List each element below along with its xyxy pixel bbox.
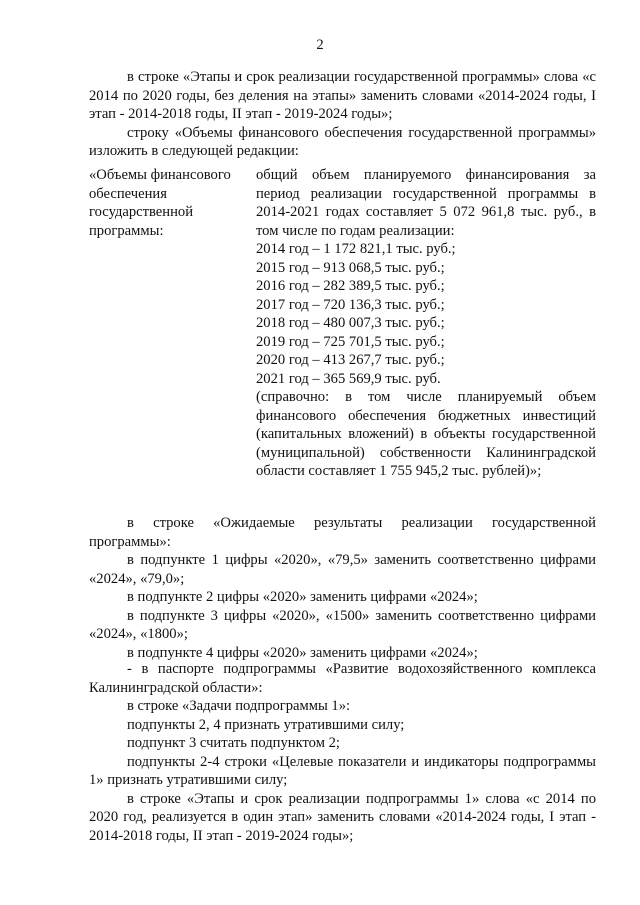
- paragraph-stages-term: в строке «Этапы и срок реализации государственной программы» слова «с 2014 по 2020 годы, без деления на этапы» заменить словами «2014-2024 годы, I этап - 2014-2018 годы, II этап - 2019-2024 годы»;: [89, 69, 596, 122]
- list-item: 2021 год – 365 569,9 тыс. руб.: [256, 370, 441, 387]
- intro-section: [89, 68, 596, 161]
- page-number: 2: [316, 37, 324, 53]
- list-item: 2019 год – 725 701,5 тыс. руб.;: [256, 333, 445, 350]
- financing-reference-note: (справочно: в том числе планируемый объем финансового обеспечения бюджетных инвестиций (капитальных вложений) в объекты государственной (муниципальной) собственности Калининградской области составляет 1 755 945,2 тыс. рублей)»;: [256, 389, 596, 479]
- list-item: 2020 год – 413 267,7 тыс. руб.;: [256, 352, 445, 368]
- paragraph-tasks-row: в строке «Задачи подпрограммы 1»:: [127, 698, 351, 714]
- list-item: 2017 год – 720 136,3 тыс. руб.;: [256, 296, 445, 313]
- paragraph-subitem-3: в подпункте 3 цифры «2020», «1500» заменить соответственно цифрами «2024», «1800»;: [89, 607, 596, 642]
- paragraph-expected-results: в строке «Ожидаемые результаты реализации государственной программы»:: [89, 515, 596, 550]
- subprogram-section: [89, 660, 596, 845]
- paragraph-subprogram-passport: - в паспорте подпрограммы «Развитие водохозяйственного комплекса Калининградской области»:: [89, 661, 596, 696]
- paragraph-subitem-4: в подпункте 4 цифры «2020» заменить цифрами «2024»;: [127, 644, 478, 661]
- list-item: 2018 год – 480 007,3 тыс. руб.;: [256, 315, 445, 331]
- paragraph-subitem-1: в подпункте 1 цифры «2020», «79,5» заменить соответственно цифрами «2024», «79,0»;: [89, 552, 596, 587]
- financing-row-content: [256, 166, 596, 481]
- financing-table: [89, 166, 596, 506]
- list-item: 2014 год – 1 172 821,1 тыс. руб.;: [256, 241, 456, 257]
- paragraph-financing-row: строку «Объемы финансового обеспечения государственной программы» изложить в следующей редакции:: [89, 124, 596, 159]
- paragraph-items-invalid: подпункты 2, 4 признать утратившими силу;: [127, 716, 405, 733]
- financing-total-text: общий объем планируемого финансирования за период реализации государственной программы в 2014-2021 годах составляет 5 072 961,8 тыс. руб., в том числе по годам реализации:: [256, 167, 596, 239]
- paragraph-indicators-invalid: подпункты 2-4 строки «Целевые показатели и индикаторы подпрограммы 1» признать утратившими силу;: [89, 753, 596, 788]
- paragraph-subitem-2: в подпункте 2 цифры «2020» заменить цифрами «2024»;: [127, 589, 478, 605]
- expected-results-section: [89, 514, 596, 662]
- paragraph-item-renumber: подпункт 3 считать подпунктом 2;: [127, 735, 340, 751]
- list-item: 2015 год – 913 068,5 тыс. руб.;: [256, 259, 445, 276]
- financing-years-list: [256, 240, 596, 388]
- list-item: 2016 год – 282 389,5 тыс. руб.;: [256, 278, 445, 294]
- financing-row-label: «Объемы финансового обеспечения государственной программы:: [89, 167, 231, 239]
- paragraph-subprogram-stages: в строке «Этапы и срок реализации подпрограммы 1» слова «с 2014 по 2020 год, реализуется в один этап» заменить словами «2014-2024 годы, I этап - 2014-2018 годы, II этап - 2019-2024 годы»;: [89, 790, 596, 844]
